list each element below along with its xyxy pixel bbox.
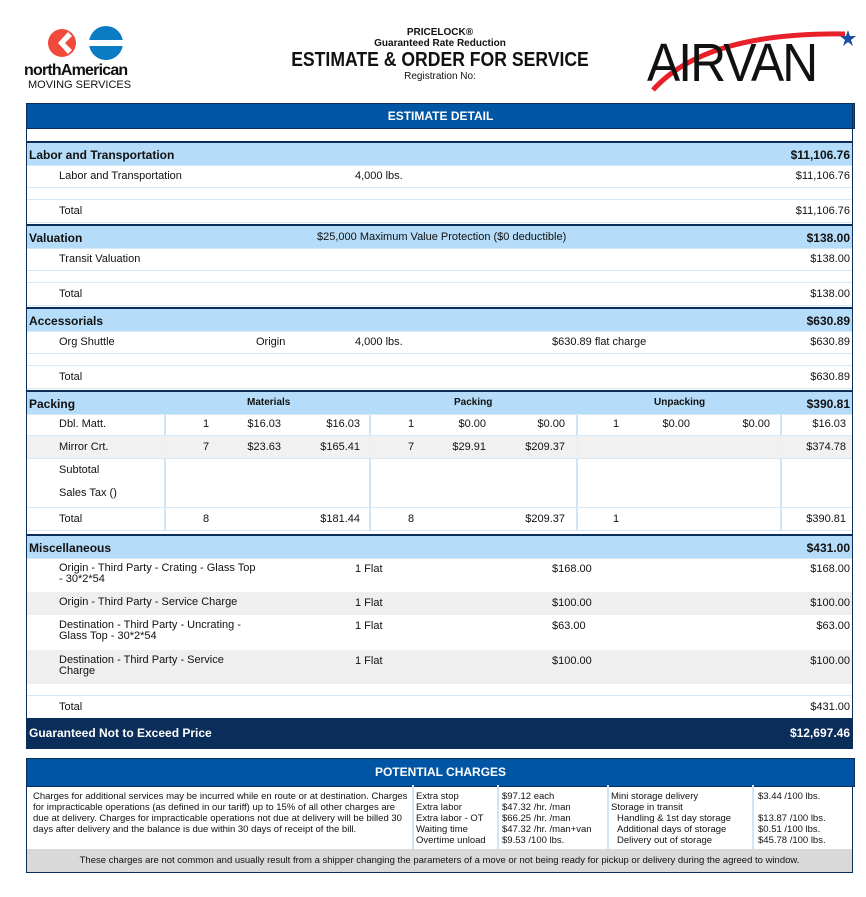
- item-label: Dbl. Matt.: [59, 418, 107, 430]
- section-amount: $431.00: [806, 541, 850, 555]
- charge-item: $47.32 /hr. /man+van: [502, 824, 592, 835]
- item-price: $100.00: [552, 655, 592, 667]
- table-row: [27, 165, 852, 188]
- item-amount: $630.89: [810, 336, 850, 348]
- section-title: Packing: [29, 397, 76, 411]
- materials-total: $165.41: [320, 441, 360, 453]
- charge-item: [758, 802, 826, 813]
- subtitle: Guaranteed Rate Reduction: [374, 38, 506, 49]
- item-amount: $16.03: [812, 418, 846, 430]
- item-price: $168.00: [552, 563, 592, 575]
- item-amount: $63.00: [816, 620, 850, 632]
- charge-item: $97.12 each: [502, 791, 555, 802]
- materials-qty: 1: [203, 418, 210, 430]
- misc-row: [27, 592, 852, 615]
- total-label: Total: [59, 701, 83, 713]
- section-title: Labor and Transportation: [29, 148, 175, 162]
- valuation-description: $25,000 Maximum Value Protection ($0 deductible): [317, 231, 567, 243]
- section-title: Valuation: [29, 231, 83, 245]
- item-label: Destination - Third Party - Uncrating - Glass Top - 30*2*54: [59, 619, 241, 642]
- item-label: Destination - Third Party - Service Charge: [59, 654, 224, 677]
- charge-item: $0.51 /100 lbs.: [758, 824, 821, 835]
- labor-section-header: [27, 141, 852, 166]
- total-row: [27, 199, 852, 223]
- misc-row: [27, 615, 852, 650]
- charge-item: Overtime unload: [416, 835, 486, 846]
- materials-price: $16.03: [247, 418, 281, 430]
- accessorials-section-header: [27, 307, 852, 332]
- section-amount: $138.00: [806, 231, 850, 245]
- charge-item: Delivery out of storage: [617, 835, 713, 846]
- registration-label: Registration No:: [404, 71, 476, 82]
- misc-row: [27, 558, 852, 592]
- item-qty: 1 Flat: [355, 655, 383, 667]
- packing-row: [27, 413, 852, 436]
- airvan-logo: [645, 22, 860, 92]
- materials-total-qty: 8: [203, 513, 210, 525]
- unpacking-total: $0.00: [742, 418, 770, 430]
- charge-item: $45.78 /100 lbs.: [758, 835, 826, 846]
- potential-charges-body: [26, 785, 853, 873]
- charge-item: Additional days of storage: [617, 824, 727, 835]
- materials-total: $181.44: [320, 513, 360, 525]
- total-row: [27, 282, 852, 306]
- item-label: Mirror Crt.: [59, 441, 109, 453]
- charge-item: Extra stop: [416, 791, 459, 802]
- logo-line1: northAmerican: [24, 62, 128, 79]
- total-amount: $11,106.76: [795, 205, 850, 217]
- item-price: $63.00: [552, 620, 586, 632]
- item-amount: $100.00: [810, 597, 850, 609]
- charge-item: Extra labor: [416, 802, 462, 813]
- total-amount: $390.81: [806, 513, 846, 525]
- logo-mark-icon: [48, 24, 148, 64]
- item-amount: $374.78: [806, 441, 846, 453]
- unpacking-total-qty: 1: [613, 513, 620, 525]
- packing-qty: 7: [408, 441, 415, 453]
- item-qty: 1 Flat: [355, 597, 383, 609]
- item-amount: $168.00: [810, 563, 850, 575]
- grand-total-row: [27, 718, 852, 748]
- page-title: ESTIMATE & ORDER FOR SERVICE: [291, 49, 589, 71]
- unpacking-price: $0.00: [662, 418, 690, 430]
- charge-item: Handling & 1st day storage: [617, 813, 732, 824]
- item-label: Origin - Third Party - Crating - Glass Top - 30*2*54: [59, 562, 256, 585]
- unpacking-column-header: Unpacking: [654, 397, 706, 408]
- total-label: Total: [59, 288, 83, 300]
- item-location: Origin: [256, 336, 286, 348]
- charge-item: $13.87 /100 lbs.: [758, 813, 826, 824]
- charge-item: $66.25 /hr. /man: [502, 813, 571, 824]
- extra-charge-values: [502, 791, 592, 846]
- extra-charge-labels: [416, 791, 486, 846]
- north-american-logo: [24, 24, 146, 94]
- item-amount: $100.00: [810, 655, 850, 667]
- charge-item: $9.53 /100 lbs.: [502, 835, 565, 846]
- charge-item: $47.32 /hr. /man: [502, 802, 571, 813]
- potential-charges-header: POTENTIAL CHARGES: [26, 758, 855, 787]
- potential-charges-footer: These charges are not common and usually result from a shipper changing the parameters of a move or not being ready for pickup or delivery during the agreed to window.: [27, 849, 852, 872]
- sales-tax-label: Sales Tax (): [59, 487, 117, 499]
- total-row: [27, 695, 852, 719]
- subtotal-label: Subtotal: [59, 464, 100, 476]
- materials-column-header: Materials: [247, 397, 291, 408]
- materials-price: $23.63: [247, 441, 281, 453]
- packing-price: $0.00: [458, 418, 486, 430]
- section-amount: $630.89: [806, 314, 850, 328]
- total-amount: $138.00: [810, 288, 850, 300]
- packing-total: $209.37: [525, 513, 565, 525]
- misc-row: [27, 650, 852, 684]
- total-row: [27, 365, 852, 389]
- estimate-detail-header: ESTIMATE DETAIL: [26, 103, 855, 129]
- packing-total: $209.37: [525, 441, 565, 453]
- packing-price: $29.91: [452, 441, 486, 453]
- storage-charge-labels: [611, 791, 731, 846]
- charge-item: $3.44 /100 lbs.: [758, 791, 821, 802]
- item-label: Labor and Transportation: [59, 170, 182, 182]
- total-amount: $431.00: [810, 701, 850, 713]
- misc-section-header: [27, 534, 852, 559]
- item-price: $100.00: [552, 597, 592, 609]
- item-label: Transit Valuation: [59, 253, 141, 265]
- item-weight: 4,000 lbs.: [355, 170, 403, 182]
- total-label: Total: [59, 371, 83, 383]
- item-amount: $11,106.76: [795, 170, 850, 182]
- charge-item: Extra labor - OT: [416, 813, 484, 824]
- total-row: [27, 507, 852, 531]
- unpacking-qty: 1: [613, 418, 620, 430]
- valuation-section-header: [27, 224, 852, 249]
- charge-item: Mini storage delivery: [611, 791, 699, 802]
- packing-section-header: [27, 390, 852, 415]
- packing-row: [27, 436, 852, 459]
- grand-total-label: Guaranteed Not to Exceed Price: [29, 726, 212, 740]
- item-label: Org Shuttle: [59, 336, 115, 348]
- pricelock-label: PRICELOCK®: [406, 27, 474, 38]
- storage-charge-values: [758, 791, 826, 846]
- item-qty: 1 Flat: [355, 563, 383, 575]
- section-title: Accessorials: [29, 314, 104, 328]
- packing-total: $0.00: [537, 418, 565, 430]
- item-qty: 1 Flat: [355, 620, 383, 632]
- table-row: [27, 248, 852, 271]
- total-label: Total: [59, 513, 83, 525]
- packing-qty: 1: [408, 418, 415, 430]
- item-amount: $138.00: [810, 253, 850, 265]
- charge-item: Waiting time: [416, 824, 468, 835]
- charge-item: Storage in transit: [611, 802, 683, 813]
- table-row: [27, 331, 852, 354]
- item-weight: 4,000 lbs.: [355, 336, 403, 348]
- total-amount: $630.89: [810, 371, 850, 383]
- packing-column-header: Packing: [454, 397, 493, 408]
- potential-charges-text: Charges for additional services may be incurred while en route or at destination. Charges for impracticable operations (as defined in our tariff) up to 15% of all other charges are due at delivery. Charges for impracticable operations not due at delivery will be billed 30 days after delivery and the balance is due within 30 days of receipt of the bill.: [33, 791, 408, 835]
- airvan-logo-text: AIRVAN: [647, 33, 817, 93]
- section-title: Miscellaneous: [29, 541, 112, 555]
- item-charge: $630.89 flat charge: [552, 336, 647, 348]
- document-title-block: [240, 27, 640, 82]
- section-amount: $390.81: [806, 397, 850, 411]
- item-label: Origin - Third Party - Service Charge: [59, 596, 238, 608]
- section-amount: $11,106.76: [790, 148, 850, 162]
- subtotal-row: [27, 459, 852, 481]
- materials-total: $16.03: [326, 418, 360, 430]
- materials-qty: 7: [203, 441, 210, 453]
- packing-total-qty: 8: [408, 513, 415, 525]
- total-label: Total: [59, 205, 83, 217]
- logo-line2: MOVING SERVICES: [28, 79, 132, 91]
- grand-total-amount: $12,697.46: [789, 726, 850, 740]
- sales-tax-row: [27, 482, 852, 504]
